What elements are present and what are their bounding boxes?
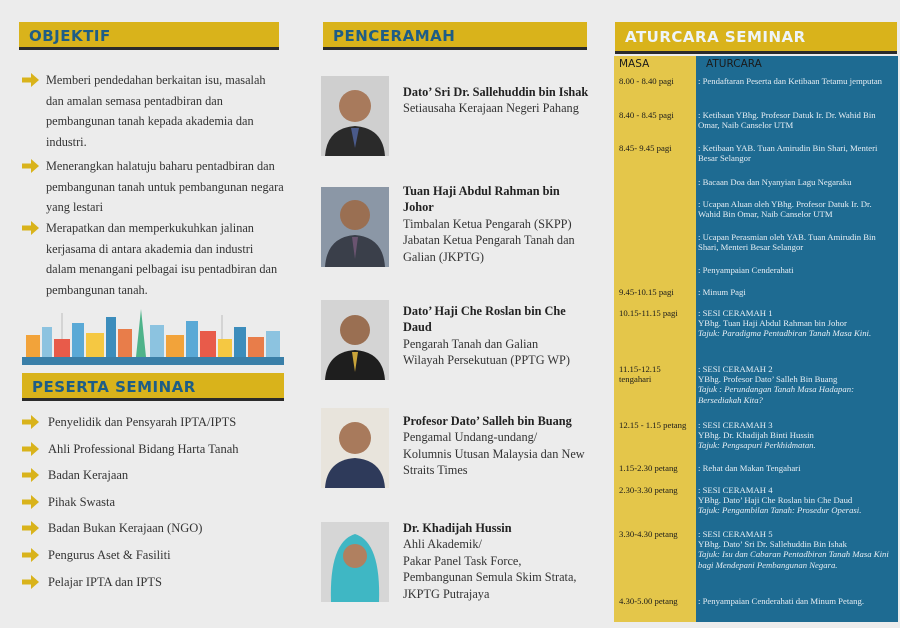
speaker-name: Profesor Dato’ Salleh bin Buang	[403, 414, 572, 428]
agenda-desc: : Pendaftaran Peserta dan Ketibaan Tetamu jemputan	[698, 76, 883, 86]
peserta-item: Pihak Swasta	[22, 492, 284, 519]
speaker-title: Kolumnis Utusan Malaysia dan New Straits Times	[403, 446, 585, 478]
agenda-time: 4.30-5.00 petang	[619, 596, 678, 606]
agenda-time: 11.15-12.15 tengahari	[619, 364, 661, 385]
speaker-card	[321, 184, 591, 277]
arrow-icon	[22, 415, 39, 429]
penceramah-header	[323, 22, 587, 50]
agenda-desc: : SESI CERAMAH 1 YBhg. Tuan Haji Abdul Rahman bin Johor	[698, 308, 847, 329]
aturcara-title: ATURCARA SEMINAR	[625, 28, 806, 46]
speaker-name: Dato’ Sri Dr. Sallehuddin bin Ishak	[403, 85, 589, 99]
speaker-photo	[321, 408, 389, 488]
agenda-desc: : Ucapan Aluan oleh YBhg. Profesor Datuk Ir. Dr. Wahid Bin Omar, Naib Canselor UTM	[698, 199, 872, 220]
city-skyline-illustration	[22, 305, 284, 365]
agenda-tajuk: Tajuk: Pengsapuri Perkhidmatan.	[698, 440, 816, 451]
arrow-icon	[22, 468, 39, 482]
speaker-name: Dato’ Haji Che Roslan bin Che Daud	[403, 304, 566, 335]
peserta-header	[22, 373, 284, 401]
agenda-desc: : Penyampaian Cenderahati	[698, 265, 794, 275]
objektif-header	[19, 22, 279, 50]
objektif-list	[22, 70, 284, 303]
agenda-desc: : Penyampaian Cenderahati dan Minum Petang.	[698, 596, 864, 606]
speaker-title: Pakar Panel Task Force, Pembangunan Semula Skim Strata, JKPTG Putrajaya	[403, 553, 577, 601]
speaker-title: Ahli Akademik/	[403, 537, 482, 552]
agenda-time: 8.40 - 8.45 pagi	[619, 110, 674, 120]
agenda-tajuk: Tajuk : Perundangan Tanah Masa Hadapan: Bersediakah Kita?	[698, 384, 854, 405]
agenda-desc: : Ucapan Perasmian oleh YAB. Tuan Amirudin Bin Shari, Menteri Besar Selangor	[698, 232, 876, 253]
objektif-item: Merapatkan dan memperkukuhkan jalinan kerjasama di antara akademia dan industri dalam menangani pelbagai isu pentadbiran dan pembangunan tanah.	[22, 218, 284, 301]
speaker-title: Setiausaha Kerajaan Negeri Pahang	[403, 101, 579, 116]
peserta-item: Penyelidik dan Pensyarah IPTA/IPTS	[22, 412, 284, 439]
agenda-time: 8.45- 9.45 pagi	[619, 143, 672, 153]
agenda-desc: : Ketibaan YBhg. Profesor Datuk Ir. Dr. Wahid Bin Omar, Naib Canselor UTM	[698, 110, 876, 131]
agenda-desc: : Minum Pagi	[698, 287, 746, 297]
arrow-icon	[22, 73, 39, 87]
aturcara-table	[614, 56, 898, 622]
speaker-title: Timbalan Ketua Pengarah (SKPP)	[403, 216, 572, 231]
agenda-desc: : SESI CERAMAH 2 YBhg. Profesor Dato’ Salleh Bin Buang	[698, 364, 838, 385]
speaker-photo	[321, 187, 389, 267]
arrow-icon	[22, 442, 39, 456]
agenda-tajuk: Tajuk: Isu dan Cabaran Pentadbiran Tanah Masa Kini bagi Mendepani Pembangunan Negara.	[698, 549, 889, 570]
arrow-icon	[22, 221, 39, 235]
agenda-tajuk: Tajuk: Paradigma Pentadbiran Tanah Masa Kini.	[698, 328, 872, 339]
agenda-time: 9.45-10.15 pagi	[619, 287, 674, 297]
agenda-time: 2.30-3.30 petang	[619, 485, 678, 495]
agenda-desc: : Rehat dan Makan Tengahari	[698, 463, 801, 473]
speaker-card	[321, 76, 591, 166]
speaker-title: Jabatan Ketua Pengarah Tanah dan Galian (JKPTG)	[403, 233, 575, 264]
agenda-tajuk: Tajuk: Pengambilan Tanah: Prosedur Operasi.	[698, 505, 862, 516]
peserta-title: PESERTA SEMINAR	[32, 378, 196, 396]
arrow-icon	[22, 575, 39, 589]
speaker-photo	[321, 300, 389, 380]
agenda-desc: : SESI CERAMAH 5 YBhg. Dato’ Sri Dr. Sallehuddin Bin Ishak	[698, 529, 847, 550]
arrow-icon	[22, 159, 39, 173]
agenda-desc: : Ketibaan YAB. Tuan Amirudin Bin Shari, Menteri Besar Selangor	[698, 143, 878, 164]
peserta-item: Pelajar IPTA dan IPTS	[22, 572, 284, 599]
agenda-desc: : Bacaan Doa dan Nyanyian Lagu Negaraku	[698, 177, 852, 187]
agenda-time: 10.15-11.15 pagi	[619, 308, 678, 318]
objektif-title: OBJEKTIF	[29, 27, 111, 45]
agenda-time: 12.15 - 1.15 petang	[619, 420, 687, 430]
speaker-card	[321, 522, 591, 608]
masa-header: MASA	[619, 58, 650, 70]
agenda-time: 3.30-4.30 petang	[619, 529, 678, 539]
speaker-card	[321, 408, 591, 498]
speaker-title: Wilayah Persekutuan (PPTG WP)	[403, 353, 570, 368]
objektif-item: Menerangkan halatuju baharu pentadbiran dan pembangunan tanah untuk pembangunan negara yang lestari	[22, 156, 284, 216]
speaker-title: Pengarah Tanah dan Galian	[403, 336, 539, 351]
speaker-photo	[321, 76, 389, 156]
agenda-time: 8.00 - 8.40 pagi	[619, 76, 674, 86]
peserta-item: Badan Bukan Kerajaan (NGO)	[22, 518, 284, 545]
speaker-name: Dr. Khadijah Hussin	[403, 521, 512, 535]
aturcara-col-header: ATURCARA	[706, 58, 762, 70]
agenda-time: 1.15-2.30 petang	[619, 463, 678, 473]
peserta-item: Badan Kerajaan	[22, 465, 284, 492]
peserta-list	[22, 412, 284, 598]
objektif-item: Memberi pendedahan berkaitan isu, masalah dan amalan semasa pentadbiran dan pembangunan tanah kepada akademia dan industri.	[22, 70, 284, 154]
speaker-card	[321, 300, 591, 390]
arrow-icon	[22, 548, 39, 562]
agenda-desc: : SESI CERAMAH 3 YBhg. Dr. Khadijah Binti Hussin	[698, 420, 814, 441]
peserta-item: Pengurus Aset & Fasiliti	[22, 545, 284, 572]
arrow-icon	[22, 495, 39, 509]
agenda-desc: : SESI CERAMAH 4 YBhg. Dato’ Haji Che Roslan bin Che Daud	[698, 485, 853, 506]
speaker-title: Pengamal Undang-undang/	[403, 430, 538, 445]
peserta-item: Ahli Professional Bidang Harta Tanah	[22, 439, 284, 466]
speaker-photo	[321, 522, 389, 602]
arrow-icon	[22, 521, 39, 535]
speaker-name: Tuan Haji Abdul Rahman bin Johor	[403, 184, 560, 215]
aturcara-header	[615, 22, 897, 54]
penceramah-title: PENCERAMAH	[333, 27, 456, 45]
